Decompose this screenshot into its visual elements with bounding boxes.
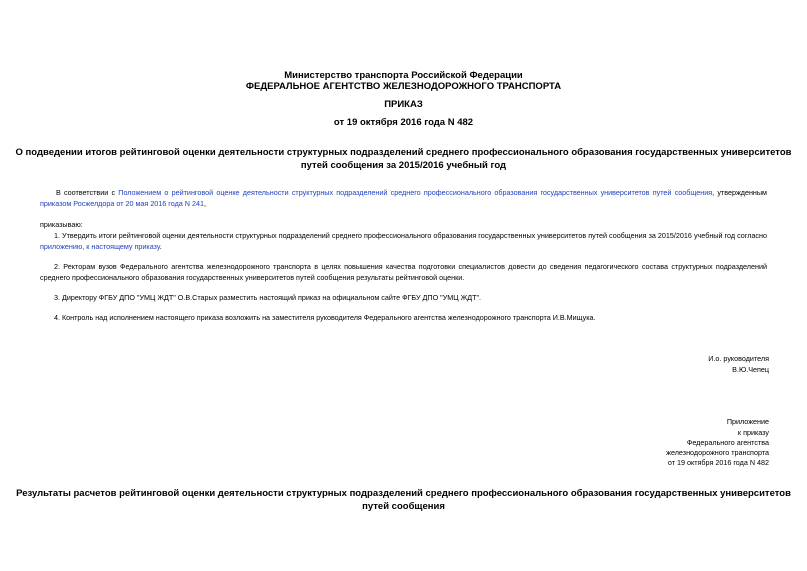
title-line-1: О подведении итогов рейтинговой оценки деятельности структурных подразделений среднего профессионального образования государственных университетов xyxy=(15,147,792,158)
results-title xyxy=(0,487,807,513)
appendix-link[interactable]: приложению, к настоящему приказу xyxy=(40,242,160,251)
appendix-label: Приложение xyxy=(726,417,769,426)
rosgeldor-order-link[interactable]: приказом Росжелдора от 20 мая 2016 года N 241 xyxy=(40,199,204,208)
doc-type: ПРИКАЗ xyxy=(384,99,423,110)
results-title-line-1: Результаты расчетов рейтинговой оценки деятельности структурных подразделений среднего профессионального образования государственных университетов xyxy=(16,488,791,499)
document-title xyxy=(0,146,807,172)
ministry-title: Министерство транспорта Российской Федерации xyxy=(284,70,523,81)
order-item-3: 3. Директору ФГБУ ДПО "УМЦ ЖДТ" О.В.Старых разместить настоящий приказ на официальном сайте ФГБУ ДПО "УМЦ ЖДТ". xyxy=(54,293,482,302)
signature-role: И.о. руководителя xyxy=(708,354,769,363)
order-item-1 xyxy=(40,230,767,252)
appendix-to-order: к приказу xyxy=(737,428,769,437)
item-2-line-1: 2. Ректорам вузов Федерального агентства железнодорожного транспорта в целях повышения качества подготовки специалистов довести до сведения педагогического состава структурных подразделений xyxy=(54,262,767,271)
title-line-2: путей сообщения за 2015/2016 учебный год xyxy=(300,160,507,171)
item-1-end: . xyxy=(159,242,162,251)
preamble-paragraph xyxy=(40,187,767,209)
item-1-text: 1. Утвердить итоги рейтинговой оценки деятельности структурных подразделений среднего профессионального образования государственных университетов путей сообщения за 2015/2016 учебный год согласно xyxy=(54,231,767,240)
regulation-link[interactable]: Положением о рейтинговой оценке деятельности структурных подразделений среднего профессионального образования государственных университетов путей сообщения xyxy=(118,188,713,197)
appendix-agency: Федерального агентства xyxy=(686,438,769,447)
preamble-text-2: , утвержденным xyxy=(712,188,767,197)
order-word: приказываю: xyxy=(40,220,83,229)
doc-date: от 19 октября 2016 года N 482 xyxy=(333,117,474,128)
order-item-2 xyxy=(40,261,767,283)
item-2-line-2: среднего профессионального образования государственных университетов путей сообщения результаты рейтинговой оценки. xyxy=(40,273,465,282)
agency-title: ФЕДЕРАЛЬНОЕ АГЕНТСТВО ЖЕЛЕЗНОДОРОЖНОГО ТРАНСПОРТА xyxy=(245,81,562,92)
results-title-line-2: путей сообщения xyxy=(362,501,445,512)
preamble-text-3: , xyxy=(203,199,206,208)
preamble-text-1: В соответствии с xyxy=(56,188,116,197)
appendix-date: от 19 октября 2016 года N 482 xyxy=(667,458,769,467)
appendix-agency-2: железнодорожного транспорта xyxy=(666,448,769,457)
signature-name: В.Ю.Чепец xyxy=(732,365,769,374)
order-item-4: 4. Контроль над исполнением настоящего приказа возложить на заместителя руководителя Федерального агентства железнодорожного транспорта И.В.Мищука. xyxy=(54,313,596,322)
